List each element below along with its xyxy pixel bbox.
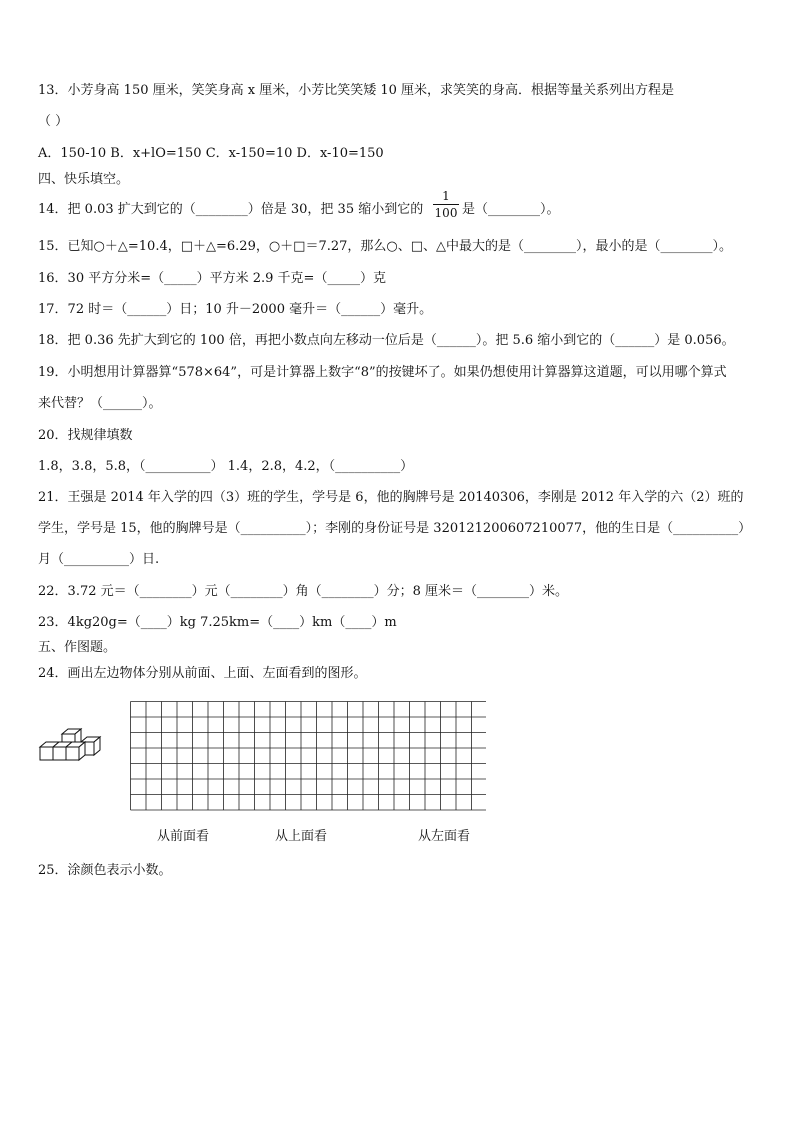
q19-line1: 19．小明想用计算器算“578×64”，可是计算器上数字“8”的按键坏了。如果仍想使用计算器算这道题，可以用哪个算式 [38, 365, 727, 380]
q21-line2: 学生，学号是 15，他的胸牌号是（__________）；李刚的身份证号是 320121200607210077，他的生日是（__________） [38, 521, 752, 536]
q21-line3: 月（__________）日. [38, 552, 160, 567]
q17: 17．72 时＝（______）日；10 升－2000 毫升＝（______）毫升。 [38, 302, 433, 317]
q23: 23．4kg20g=（____）kg 7.25km=（____）km（____）m [38, 615, 397, 630]
cube-arrangement-figure [38, 725, 108, 775]
q19-line2: 来代替？（______）。 [38, 396, 162, 411]
q14-part1: 14．把 0.03 扩大到它的（________）倍是 30，把 35 缩小到它的 [38, 202, 424, 217]
q21-line1: 21．王强是 2014 年入学的四（3）班的学生，学号是 6，他的胸牌号是 20140306，李刚是 2012 年入学的六（2）班的 [38, 490, 744, 505]
q16: 16．30 平方分米=（_____）平方米 2.9 千克=（_____）克 [38, 271, 386, 286]
q13-line1: 13．小芳身高 150 厘米，笑笑身高 x 厘米，小芳比笑笑矮 10 厘米，求笑笑的身高．根据等量关系列出方程是 [38, 83, 675, 98]
fraction-denominator: 100 [434, 206, 458, 220]
label-top-view: 从上面看 [275, 829, 328, 844]
q13-options: A．150-10 B．x+lO=150 C．x-150=10 D．x-10=150 [38, 146, 384, 161]
label-left-view: 从左面看 [418, 829, 471, 844]
q14-part2: 是（________）。 [462, 202, 560, 217]
q20-heading: 20．找规律填数 [38, 428, 133, 443]
section-5-heading: 五、作图题。 [38, 640, 117, 655]
q24: 24．画出左边物体分别从前面、上面、左面看到的图形。 [38, 666, 367, 681]
fraction-numerator: 1 [442, 189, 450, 203]
q13-bracket: （ ） [38, 114, 69, 129]
section-4-heading: 四、快乐填空。 [38, 172, 130, 187]
q15: 15．已知○＋△=10.4，□＋△=6.29，○＋□＝7.27，那么○、□、△中最大的是（________），最小的是（________）。 [38, 239, 733, 254]
fraction-1-100 [433, 189, 459, 220]
q22: 22．3.72 元＝（________）元（________）角（________）分；8 厘米＝（________）米。 [38, 584, 569, 599]
q25: 25．涂颜色表示小数。 [38, 863, 172, 878]
drawing-grid[interactable] [130, 701, 486, 815]
q18: 18．把 0.36 先扩大到它的 100 倍，再把小数点向左移动一位后是（______）。把 5.6 缩小到它的（______）是 0.056。 [38, 333, 735, 348]
q20-sequences: 1.8，3.8，5.8，（__________） 1.4，2.8，4.2，（__________） [38, 459, 414, 474]
fraction-bar [433, 204, 459, 205]
label-front-view: 从前面看 [157, 829, 210, 844]
